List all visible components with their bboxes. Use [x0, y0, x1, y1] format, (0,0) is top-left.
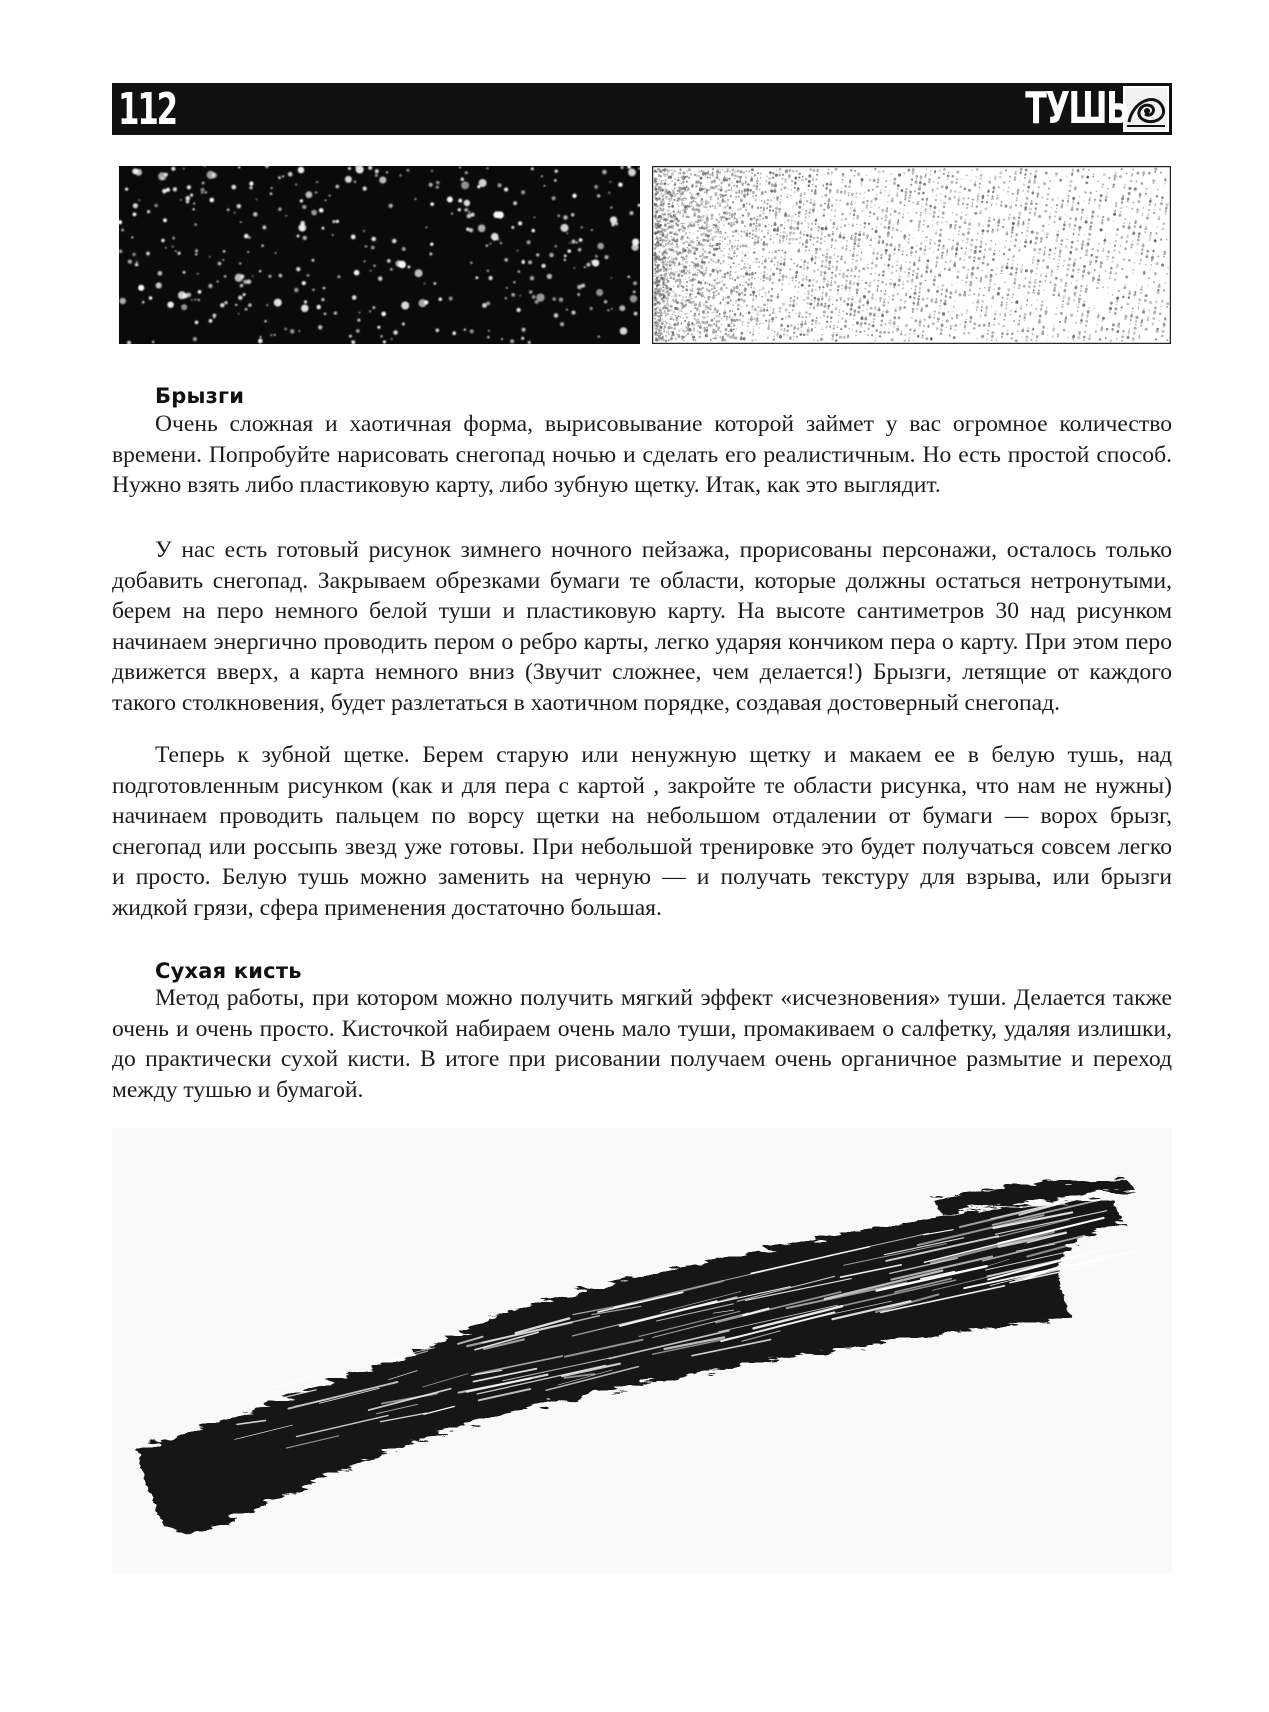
paragraph: Теперь к зубной щетке. Берем старую или ненужную щетку и макаем ее в белую тушь, над подготовленным рисунком (как и для пера с картой , закройте те области рисунка, что нам не нужны) начинаем проводить пальцем по ворсу щетки на небольшом отдалении от бумаги — ворох брызг, снегопад или россыпь звезд уже готовы. При небольшой тренировке это будет получаться совсем легко и просто. Белую тушь можно заменить на черную — и получать текстуру для взрыва, или брызги жидкой грязи, сфера применения достаточно большая.: [112, 742, 1172, 921]
ink-swirl-icon: [1123, 86, 1169, 132]
dry-brush-stroke-image: [112, 1128, 1172, 1573]
paragraph: У нас есть готовый рисунок зимнего ночного пейзажа, прорисованы персонажи, осталось только добавить снегопад. Закрываем обрезками бумаги те области, которые должны остаться нетронутыми, берем на перо немного белой туши и пластиковую карту. На высоте сантиметров 30 над рисунком начинаем энергично проводить пером о ребро карты, легко ударяя кончиком пера о карту. При этом перо движется вверх, а карта немного вниз (Звучит сложнее, чем делается!) Брызги, летящие от каждого такого столкновения, будет разлетаться в хаотичном порядке, создавая достоверный снегопад.: [112, 537, 1172, 716]
paragraph: Очень сложная и хаотичная форма, вырисовывание которой займет у вас огромное количество времени. Попробуйте нарисовать снегопад ночью и сделать его реалистичным. Но есть простой способ. Нужно взять либо пластиковую карту, либо зубную щетку. Итак, как это выглядит.: [112, 411, 1172, 498]
paragraph: Метод работы, при котором можно получить мягкий эффект «исчезновения» туши. Делается также очень и очень просто. Кисточкой набираем очень мало туши, промакиваем о салфетку, удаляя излишки, до практически сухой кисти. В итоге при рисовании получаем очень органичное размытие и переход между тушью и бумагой.: [112, 985, 1172, 1103]
section-heading-spatter: Брызги: [155, 384, 245, 408]
starry-night-spatter-image: [119, 166, 640, 344]
chapter-label: [985, 83, 1172, 135]
page-header: [112, 83, 1172, 135]
page-number: 112: [118, 84, 177, 135]
section-heading-dry-brush: Сухая кисть: [155, 959, 302, 983]
chapter-title: ТУШЬ: [1025, 83, 1129, 134]
gray-spatter-gradient-image: [652, 166, 1171, 344]
